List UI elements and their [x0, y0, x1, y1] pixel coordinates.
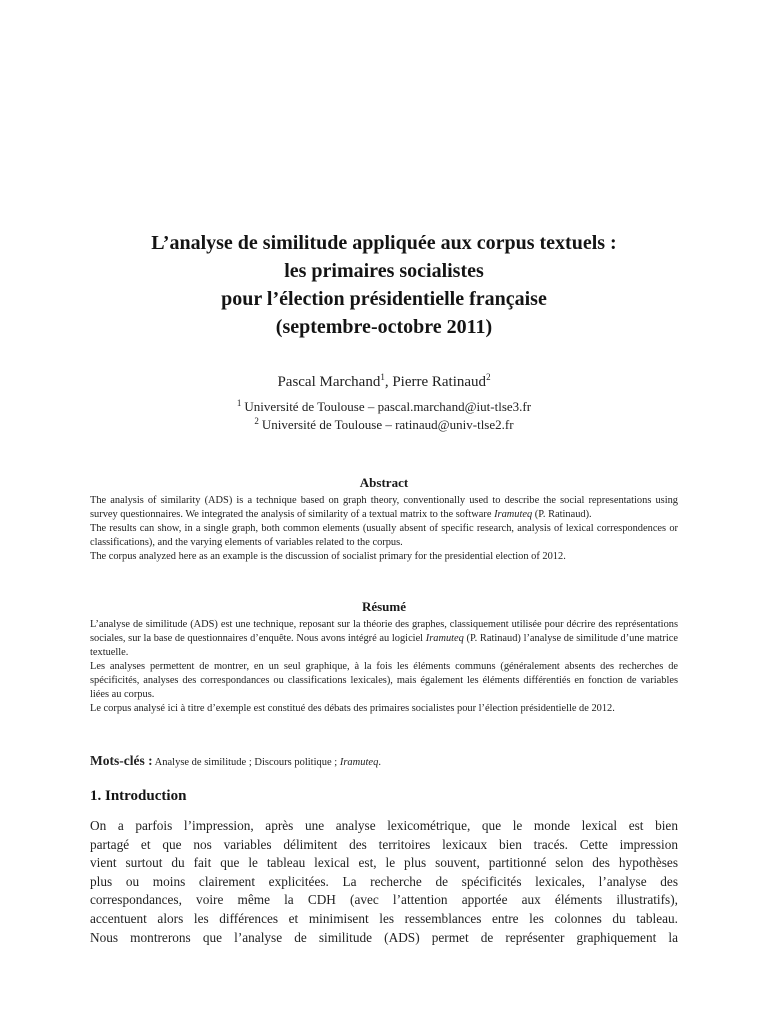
abstract-text: (P. Ratinaud).: [532, 509, 592, 520]
author-affiliation-mark: 1: [380, 372, 385, 382]
author-separator: ,: [384, 374, 393, 390]
introduction-line: plus ou moins clairement explicitées. La recherche de spécificités lexicales, l’analyse des: [90, 873, 678, 889]
resume-text: (P. Ratinaud) l’analyse de similitude d’une matrice textuelle.: [90, 633, 678, 658]
resume-paragraph: Le corpus analysé ici à titre d’exemple est constitué des débats des primaires socialistes pour l’élection présidentielle de 2012.: [90, 703, 615, 714]
resume-body: [90, 618, 678, 716]
resume-text: L’analyse de similitude (ADS) est une technique, reposant sur la théorie des graphes, classiquement utilisée pour décrire des représentations sociales, sur la base de questionnaires d’enquête. Nous avons intégré au logiciel: [90, 619, 678, 644]
abstract-paragraph: The corpus analyzed here as an example is the discussion of socialist primary for the presidential election of 2012.: [90, 551, 566, 562]
keywords-end: .: [378, 757, 381, 768]
introduction-line: Nous montrerons que l’analyse de similitude (ADS) permet de représenter graphiquement la: [90, 929, 678, 945]
keywords-text: Analyse de similitude ; Discours politique ;: [152, 757, 340, 768]
abstract-paragraph: The results can show, in a single graph, both common elements (usually absent of specific research, analysis of lexical correspondences or classifications), and the varying elements of variables related to the corpus.: [90, 523, 678, 548]
paper-title: [60, 229, 708, 341]
software-name: Iramuteq: [425, 633, 464, 644]
author-name: Pascal Marchand: [277, 374, 381, 390]
title-line-1: L’analyse de similitude appliquée aux corpus textuels :: [151, 232, 617, 254]
introduction-line: partagé et que nos variables délimitent des territoires lexicaux bien tracés. Cette impression: [90, 836, 678, 852]
introduction-line: correspondances, voire même la CDH (avec l’attention apportée aux éléments illustratifs),: [90, 892, 678, 908]
abstract-paragraph: [90, 494, 678, 522]
author-affiliation-mark: 2: [486, 372, 491, 382]
title-line-2: les primaires socialistes: [284, 260, 484, 282]
keywords: [90, 752, 690, 772]
resume-paragraph: Les analyses permettent de montrer, en un seul graphique, à la fois les éléments communs (généralement absents des recherches de spécificités, analyses des correspondances ou classifications lexicales), mais également les éléments différentiés en fonction de variables liées au corpus.: [90, 661, 678, 700]
author-list: [60, 372, 708, 392]
software-name: Iramuteq: [494, 509, 533, 520]
introduction-line: accentuent alors les différences et minimisent les ressemblances entre les colonnes du tableau.: [90, 910, 678, 926]
introduction-heading: 1. Introduction: [90, 788, 187, 804]
introduction-line: On a parfois l’impression, après une analyse lexicométrique, que le monde lexical est bien: [90, 818, 678, 833]
resume-heading: Résumé: [361, 599, 407, 614]
affiliations: [60, 398, 708, 434]
abstract-heading: Abstract: [359, 475, 409, 490]
introduction-body: [90, 817, 678, 947]
keywords-label: Mots-clés :: [90, 753, 153, 768]
abstract-text: The analysis of similarity (ADS) is a technique based on graph theory, conventionally used to describe the social representations using survey questionnaires. We integrated the analysis of similarity of a textual matrix to the software: [90, 495, 678, 520]
title-line-4: (septembre-octobre 2011): [275, 316, 493, 338]
abstract-body: [90, 494, 678, 564]
affiliation-line: [60, 398, 708, 416]
resume-paragraph: [90, 618, 678, 660]
affiliation-text: Université de Toulouse – ratinaud@univ-tlse2.fr: [261, 417, 514, 432]
software-name: Iramuteq: [339, 757, 379, 768]
introduction-line: vient surtout du fait que le tableau lexical est, le plus souvent, partitionné selon des hypothèses: [90, 855, 678, 871]
affiliation-text: Université de Toulouse – pascal.marchand@iut-tlse3.fr: [244, 399, 532, 414]
affiliation-mark: 1: [236, 398, 242, 408]
affiliation-line: [60, 416, 708, 434]
title-line-3: pour l’élection présidentielle française: [221, 288, 547, 310]
author-name: Pierre Ratinaud: [392, 374, 487, 390]
affiliation-mark: 2: [254, 416, 259, 426]
